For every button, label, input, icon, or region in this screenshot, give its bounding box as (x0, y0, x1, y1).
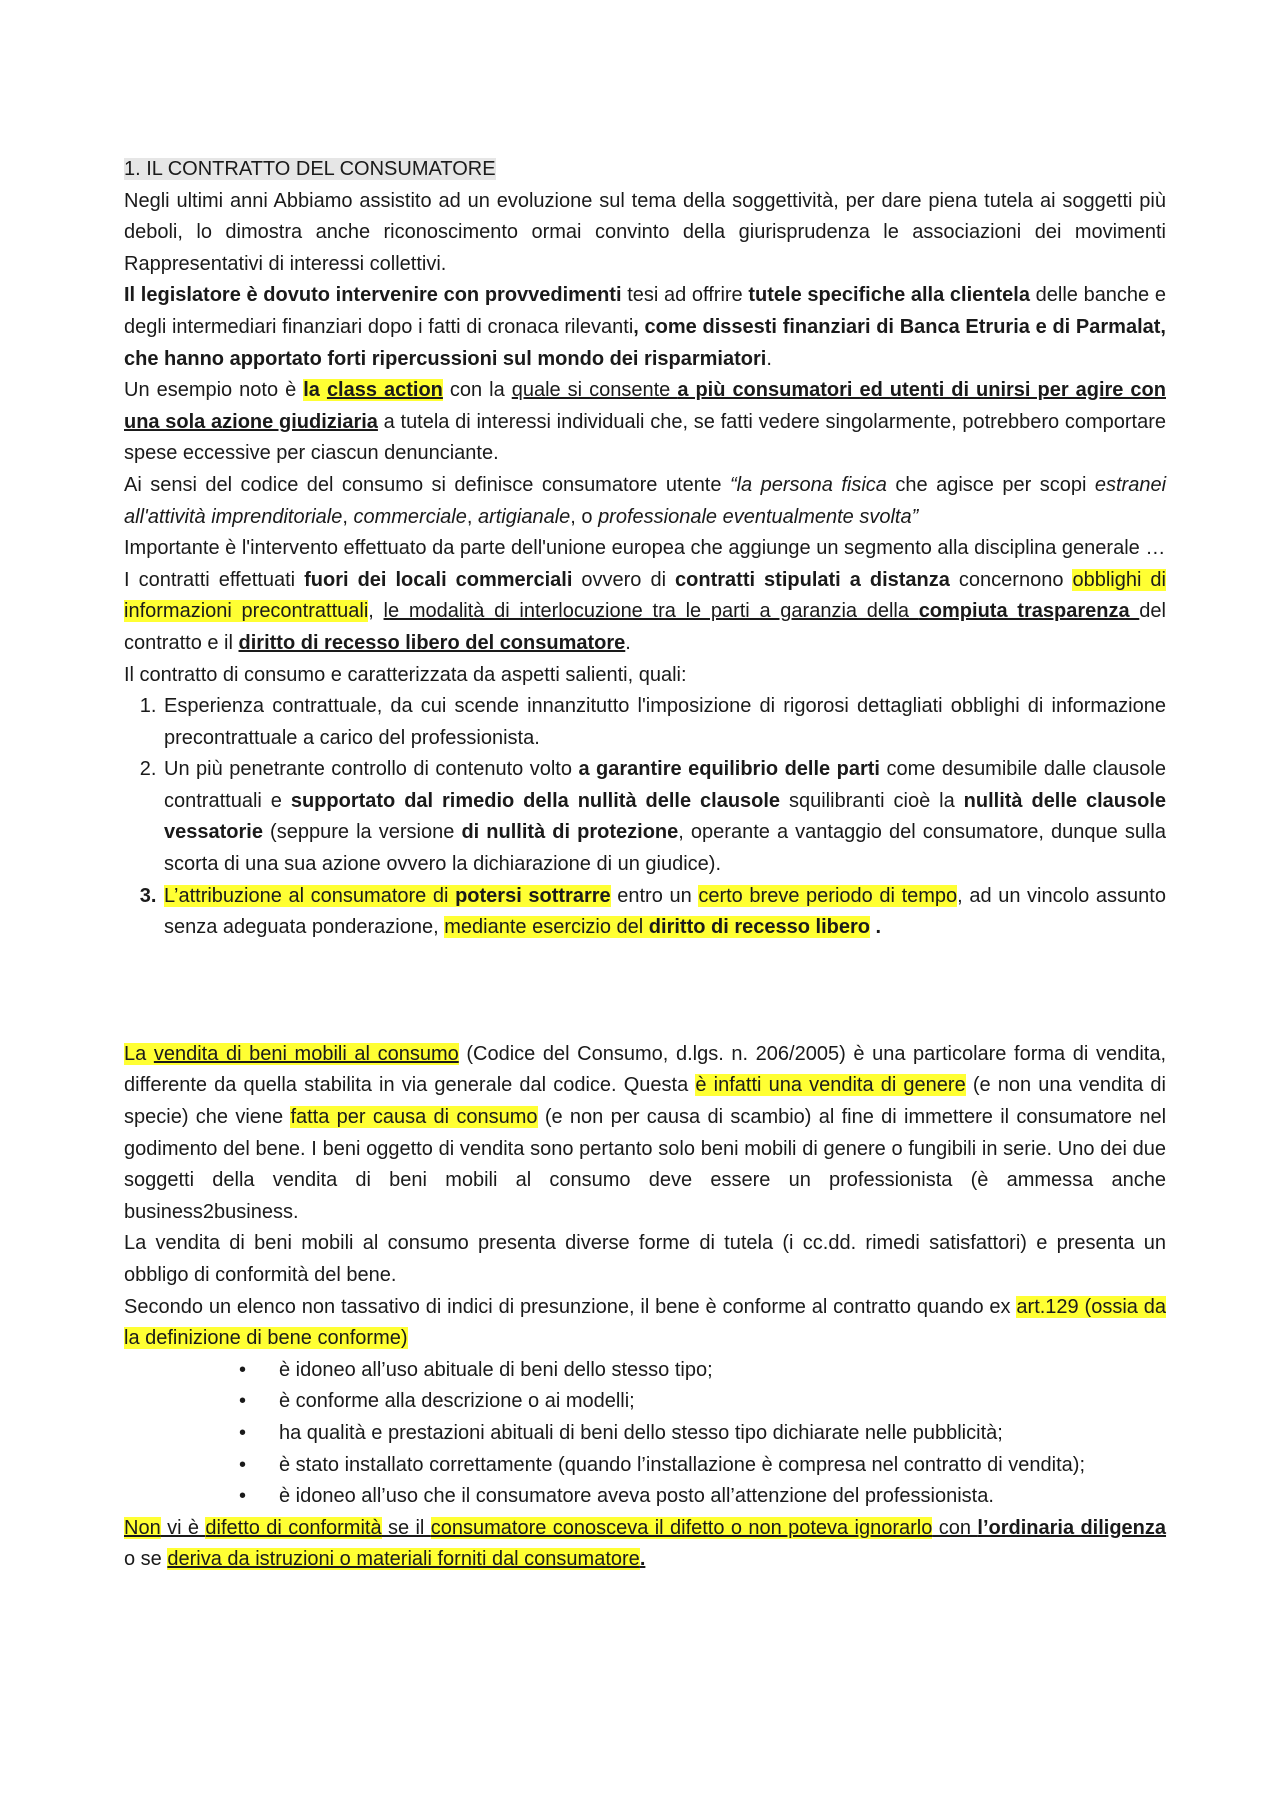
list-item: • è stato installato correttamente (quando l’installazione è compresa nel contratto di vendita); (279, 1450, 1166, 1482)
paragraph-protection: La vendita di beni mobili al consumo presenta diverse forme di tutela (i cc.dd. rimedi satisfattori) e presenta un obbligo di conformità del bene. (124, 1232, 1166, 1286)
list-item: • ha qualità e prestazioni abituali di beni dello stesso tipo dichiarate nelle pubblicità; (279, 1418, 1166, 1450)
section-heading: 1. IL CONTRATTO DEL CONSUMATORE (124, 158, 496, 180)
bullet-icon: • (239, 1358, 247, 1381)
bullet-icon: • (239, 1390, 247, 1413)
conformity-list (124, 1355, 1166, 1513)
document-body (124, 154, 1166, 1576)
paragraph-defect: Non vi è difetto di conformità se il consumatore conosceva il difetto o non poteva ignorarlo con l’ordinaria diligenza o se deriva da istruzioni o materiali forniti dal consumatore. (124, 1516, 1167, 1571)
list-item: • è conforme alla descrizione o ai modelli; (279, 1386, 1166, 1418)
bullet-icon: • (239, 1453, 247, 1476)
paragraph-contracts: I contratti effettuati fuori dei locali commerciali ovvero di contratti stipulati a distanza concernono obblighi di informazioni precontrattuali, le modalità di interlocuzione tra le parti a garanzia della compiuta trasparenza del contratto e il diritto di recesso libero del consumatore. (124, 568, 1166, 654)
bullet-icon: • (239, 1485, 247, 1508)
paragraph-aspects: Il contratto di consumo e caratterizzata da aspetti salienti, quali: (124, 663, 687, 686)
paragraph-class-action: Un esempio noto è la class action con la quale si consente a più consumatori ed utenti di unirsi per agire con una sola azione giudiziaria a tutela di interessi individuali che, se fatti vedere singolarmente, potrebbero comportare spese eccessive per ciascun denunciante. (124, 379, 1166, 465)
paragraph-legislator: Il legislatore è dovuto intervenire con provvedimenti tesi ad offrire tutele specifiche alla clientela delle banche e degli intermediari finanziari dopo i fatti di cronaca rilevanti, come dissesti finanziari di Banca Etruria e di Parmalat, che hanno apportato forti ripercussioni sul mondo dei risparmiatori. (124, 284, 1166, 370)
list-item: 3. L’attribuzione al consumatore di potersi sottrarre entro un certo breve periodo di tempo, ad un vincolo assunto senza adeguata ponderazione, mediante esercizio del diritto di recesso libero . (162, 881, 1166, 944)
paragraph-sale: La vendita di beni mobili al consumo (Codice del Consumo, d.lgs. n. 206/2005) è una particolare forma di vendita, differente da quella stabilita in via generale dal codice. Questa è infatti una vendita di genere (e non una vendita di specie) che viene fatta per causa di consumo (e non per causa di scambio) al fine di immettere il consumatore nel godimento del bene. I beni oggetto di vendita sono pertanto solo beni mobili di genere o fungibili in serie. Uno dei due soggetti della vendita di beni mobili al consumo deve essere un professionista (è ammessa anche business2business. (124, 1042, 1167, 1223)
list-item: • è idoneo all’uso che il consumatore aveva posto all’attenzione del professionista. (279, 1481, 1166, 1513)
section-spacer (124, 944, 1166, 1039)
paragraph-definition: Ai sensi del codice del consumo si definisce consumatore utente “la persona fisica che agisce per scopi estranei all'attività imprenditoriale, commerciale, artigianale, o professionale eventualmente svolta” (124, 473, 1167, 528)
list-item: 1. Esperienza contrattuale, da cui scende innanzitutto l'imposizione di rigorosi dettagliati obblighi di informazione precontrattuale a carico del professionista. (162, 691, 1166, 754)
paragraph-conformity: Secondo un elenco non tassativo di indici di presunzione, il bene è conforme al contratto quando ex art.129 (ossia da la definizione di bene conforme) (124, 1295, 1166, 1350)
paragraph-intro: Negli ultimi anni Abbiamo assistito ad un evoluzione sul tema della soggettività, per dare piena tutela ai soggetti più deboli, lo dimostra anche riconoscimento ormai convinto della giurisprudenza le associazioni dei movimenti Rappresentativi di interessi collettivi. (124, 189, 1166, 275)
bullet-icon: • (239, 1421, 247, 1444)
aspects-list (124, 691, 1166, 944)
paragraph-eu: Importante è l'intervento effettuato da parte dell'unione europea che aggiunge un segmento alla disciplina generale … (124, 537, 1166, 560)
list-item: • è idoneo all’uso abituale di beni dello stesso tipo; (279, 1355, 1166, 1387)
list-item: 2. Un più penetrante controllo di contenuto volto a garantire equilibrio delle parti come desumibile dalle clausole contrattuali e supportato dal rimedio della nullità delle clausole squilibranti cioè la nullità delle clausole vessatorie (seppure la versione di nullità di protezione, operante a vantaggio del consumatore, dunque sulla scorta di una sua azione ovvero la dichiarazione di un giudice). (162, 754, 1166, 880)
